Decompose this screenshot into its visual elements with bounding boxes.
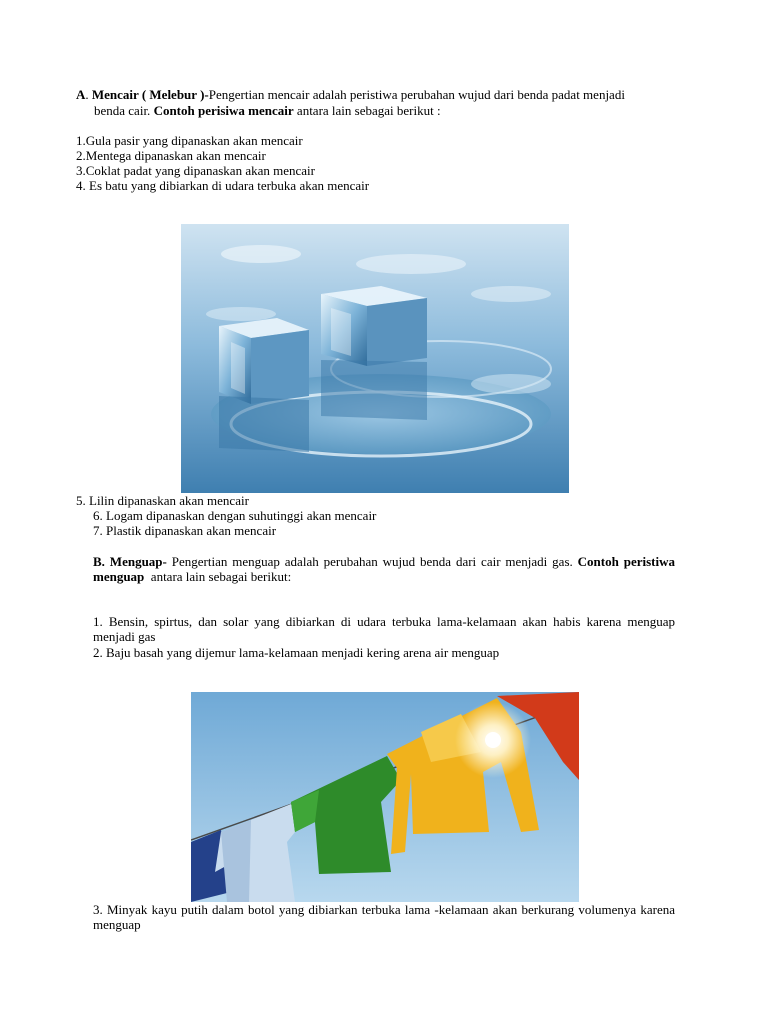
ice-cubes-illustration: [181, 224, 569, 493]
laundry-illustration: [191, 692, 579, 902]
list-item: 3. Minyak kayu putih dalam botol yang dibiarkan terbuka lama -kelamaan akan berkurang volumenya karena menguap: [93, 902, 675, 933]
section-a-letter: A: [76, 87, 86, 102]
section-b-text-2: antara lain sebagai berikut:: [150, 569, 292, 585]
section-a-text-3: antara lain sebagai berikut :: [296, 103, 441, 118]
list-item: 7. Plastik dipanaskan akan mencair: [93, 523, 277, 538]
section-a-text-1: Pengertian mencair adalah peristiwa perubahan wujud dari benda padat menjadi: [208, 87, 625, 102]
section-a-example-label: Contoh perisiwa mencair: [153, 103, 294, 118]
section-a-title: Mencair ( Melebur )-: [91, 87, 209, 102]
list-item: 2.Mentega dipanaskan akan mencair: [76, 148, 266, 163]
list-item: 1. Bensin, spirtus, dan solar yang dibiarkan di udara terbuka lama-kelamaan akan habis karena menguap menjadi gas: [93, 614, 675, 645]
section-b-example-label: Contoh peristiwa menguap: [93, 554, 675, 585]
list-item: 3.Coklat padat yang dipanaskan akan mencair: [76, 163, 315, 178]
laundry-line-photo: [191, 692, 579, 902]
list-item: 4. Es batu yang dibiarkan di udara terbuka akan mencair: [76, 178, 370, 193]
section-a-heading-line2: [94, 103, 441, 118]
section-a-text-2: benda cair.: [94, 103, 151, 118]
section-a-heading: A. Mencair ( Melebur )-Pengertian mencair adalah peristiwa perubahan wujud dari benda padat menjadi: [76, 87, 625, 102]
section-b-title: B. Menguap-: [93, 554, 167, 569]
section-b-heading: [93, 554, 675, 585]
list-item: 5. Lilin dipanaskan akan mencair: [76, 493, 249, 508]
ice-cubes-photo: [181, 224, 569, 493]
section-b-text-1: Pengertian menguap adalah perubahan wujud benda dari cair menjadi gas.: [171, 554, 573, 569]
list-item: 2. Baju basah yang dijemur lama-kelamaan menjadi kering arena air menguap: [93, 645, 500, 660]
list-item: 1.Gula pasir yang dipanaskan akan mencair: [76, 133, 303, 148]
list-item: 6. Logam dipanaskan dengan suhutinggi akan mencair: [93, 508, 377, 523]
